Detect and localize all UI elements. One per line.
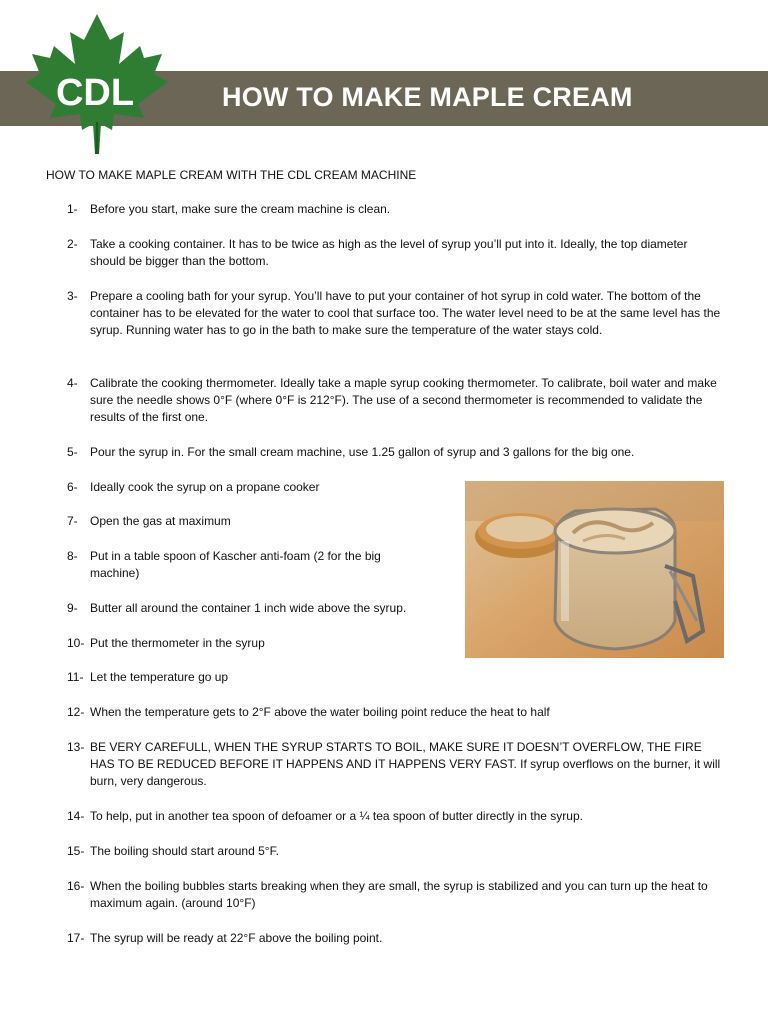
step-number: 10- bbox=[67, 636, 85, 650]
step-number: 16- bbox=[67, 879, 85, 893]
step-text: BE VERY CAREFULL, WHEN THE SYRUP STARTS TO BOIL, MAKE SURE IT DOESN’T OVERFLOW, THE FIRE HAS TO BE REDUCED BEFORE IT HAPPENS AND IT HAPPENS VERY FAST. If syrup overflows on the burner, it will burn, very dangerous. bbox=[90, 740, 721, 788]
step-text: When the boiling bubbles starts breaking when they are small, the syrup is stabilized and you can turn up the heat to maximum again. (around 10°F) bbox=[90, 879, 708, 910]
step-number: 11- bbox=[67, 670, 84, 684]
step-number: 17- bbox=[67, 931, 85, 945]
step-text: Butter all around the container 1 inch wide above the syrup. bbox=[90, 601, 407, 615]
step-text: Open the gas at maximum bbox=[90, 514, 231, 528]
step-number: 7- bbox=[67, 514, 78, 528]
step-number: 5- bbox=[67, 445, 78, 459]
step-text: Before you start, make sure the cream machine is clean. bbox=[90, 202, 391, 216]
step-text: Calibrate the cooking thermometer. Ideally take a maple syrup cooking thermometer. To calibrate, boil water and make sure the needle shows 0°F (where 0°F is 212°F). The use of a second thermometer is recommended to validate the results of the first one. bbox=[90, 376, 717, 424]
step-text: Pour the syrup in. For the small cream machine, use 1.25 gallon of syrup and 3 gallons for the big one. bbox=[90, 445, 635, 459]
step-text: Take a cooking container. It has to be twice as high as the level of syrup you’ll put into it. Ideally, the top diameter should be bigger than the bottom. bbox=[90, 237, 688, 268]
step-text: Prepare a cooling bath for your syrup. You’ll have to put your container of hot syrup in cold water. The bottom of the container has to be elevated for the water to cool that surface too. The water level need to be at the same level has the syrup. Running water has to go in the bath to make sure the temperature of the water stays cold. bbox=[90, 289, 721, 337]
step-number: 12- bbox=[67, 705, 85, 719]
step-number: 13- bbox=[67, 740, 85, 754]
step-text: The syrup will be ready at 22°F above the boiling point. bbox=[90, 931, 383, 945]
step-text: When the temperature gets to 2°F above the water boiling point reduce the heat to half bbox=[90, 705, 550, 719]
step-text: Ideally cook the syrup on a propane cooker bbox=[90, 480, 320, 494]
document-subtitle: HOW TO MAKE MAPLE CREAM WITH THE CDL CREAM MACHINE bbox=[46, 168, 417, 182]
maple-cream-jar-photo bbox=[465, 481, 724, 658]
step-number: 3- bbox=[67, 289, 78, 303]
step-text: The boiling should start around 5°F. bbox=[90, 844, 279, 858]
page-title: HOW TO MAKE MAPLE CREAM bbox=[222, 82, 633, 112]
step-text: Let the temperature go up bbox=[90, 670, 229, 684]
step-number: 4- bbox=[67, 376, 78, 390]
step-text: To help, put in another tea spoon of defoamer or a ¼ tea spoon of butter directly in the syrup. bbox=[90, 809, 583, 823]
step-text: Put the thermometer in the syrup bbox=[90, 636, 265, 650]
step-number: 9- bbox=[67, 601, 78, 615]
step-number: 14- bbox=[67, 809, 85, 823]
step-number: 8- bbox=[67, 549, 78, 563]
logo-text: CDL bbox=[55, 72, 135, 114]
step-number: 2- bbox=[67, 237, 78, 251]
step-number: 1- bbox=[67, 202, 78, 216]
step-text: Put in a table spoon of Kascher anti-foam (2 for the big machine) bbox=[90, 549, 381, 580]
step-number: 6- bbox=[67, 480, 78, 494]
step-number: 15- bbox=[67, 844, 85, 858]
